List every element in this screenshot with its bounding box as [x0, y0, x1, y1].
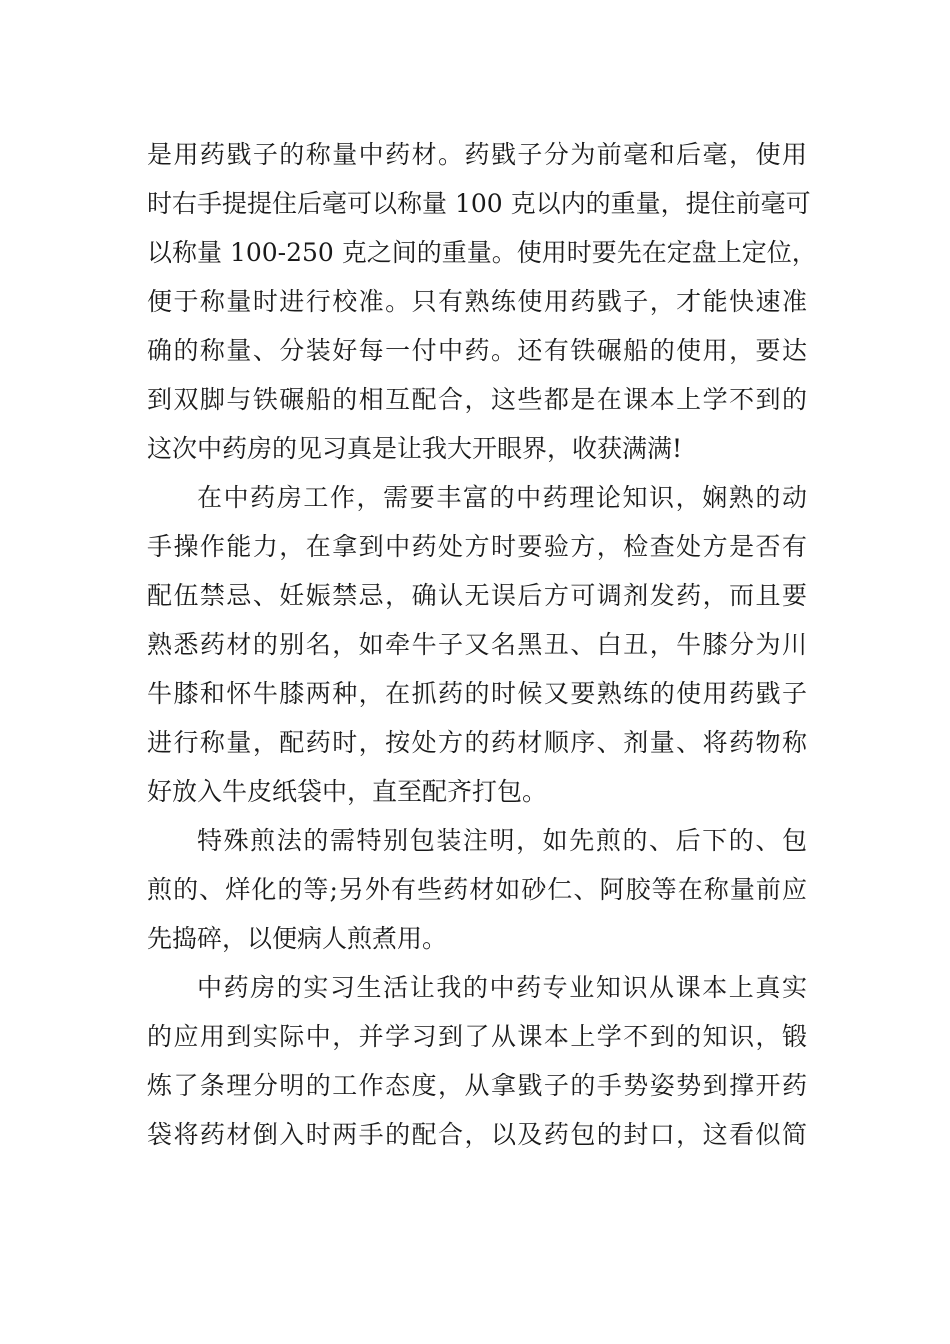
paragraph-1: [147, 130, 817, 473]
paragraph-2-line-7: 好放入牛皮纸袋中，直至配齐打包。: [147, 777, 548, 806]
paragraph-2-line-3: 配伍禁忌、妊娠禁忌，确认无误后方可调剂发药，而且要: [147, 581, 807, 610]
paragraph-3-line-3: 先捣碎，以便病人煎煮用。: [147, 924, 448, 953]
paragraph-2-line-1: 在中药房工作，需要丰富的中药理论知识，娴熟的动: [197, 483, 807, 512]
paragraph-4-line-4: 袋将药材倒入时两手的配合，以及药包的封口，这看似简: [147, 1120, 807, 1149]
paragraph-4-line-1: 中药房的实习生活让我的中药专业知识从课本上真实: [197, 973, 807, 1002]
paragraph-3-line-2: 煎的、烊化的等;另外有些药材如砂仁、阿胶等在称量前应: [147, 875, 807, 904]
paragraph-2: [147, 473, 807, 816]
paragraph-1-line-4: 便于称量时进行校准。只有熟练使用药戥子，才能快速准: [147, 287, 807, 316]
document-body: [147, 130, 817, 1159]
paragraph-1-line-2: 时右手提提住后毫可以称量 100 克以内的重量，提住前毫可: [147, 189, 811, 218]
paragraph-1-line-3: 以称量 100-250 克之间的重量。使用时要先在定盘上定位，: [147, 238, 817, 267]
paragraph-4: [147, 963, 807, 1159]
paragraph-3-line-1: 特殊煎法的需特别包装注明，如先煎的、后下的、包: [197, 826, 807, 855]
paragraph-1-line-7: 这次中药房的见习真是让我大开眼界，收获满满!: [147, 434, 683, 463]
paragraph-2-line-5: 牛膝和怀牛膝两种，在抓药的时候又要熟练的使用药戥子: [147, 679, 807, 708]
paragraph-2-line-2: 手操作能力，在拿到中药处方时要验方，检查处方是否有: [147, 532, 807, 561]
paragraph-2-line-6: 进行称量，配药时，按处方的药材顺序、剂量、将药物称: [147, 728, 807, 757]
paragraph-1-line-1: 是用药戥子的称量中药材。药戥子分为前毫和后毫，使用: [147, 140, 807, 169]
paragraph-1-line-6: 到双脚与铁碾船的相互配合，这些都是在课本上学不到的: [147, 385, 807, 414]
paragraph-3: [147, 816, 807, 963]
paragraph-1-line-5: 确的称量、分装好每一付中药。还有铁碾船的使用，要达: [147, 336, 807, 365]
paragraph-4-line-3: 炼了条理分明的工作态度，从拿戥子的手势姿势到撑开药: [147, 1071, 807, 1100]
paragraph-2-line-4: 熟悉药材的别名，如牵牛子又名黑丑、白丑，牛膝分为川: [147, 630, 807, 659]
paragraph-4-line-2: 的应用到实际中，并学习到了从课本上学不到的知识，锻: [147, 1022, 807, 1051]
